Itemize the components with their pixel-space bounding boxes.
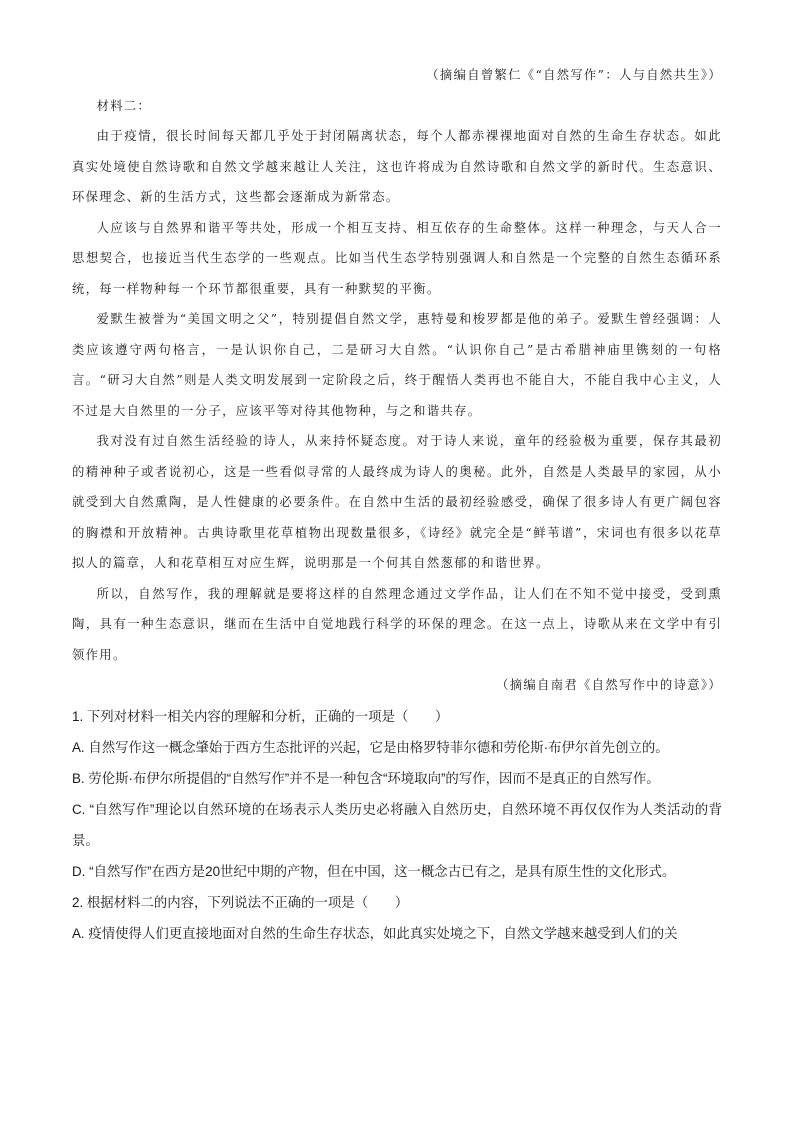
material2-paragraph-1: 由于疫情，很长时间每天都几乎处于封闭隔离状态，每个人都赤裸裸地面对自然的生命生存状态。如此真实处境使自然诗歌和自然文学越来越让人关注，这也许将成为自然诗歌和自然文学的新时代。生态意识、环保理念、新的生活方式，这些都会逐渐成为新常态。: [72, 129, 722, 204]
reading-passage: [72, 60, 722, 701]
material2-paragraph-4: 我对没有过自然生活经验的诗人，从来持怀疑态度。对于诗人来说，童年的经验极为重要，保存其最初的精神种子或者说初心，这是一些看似寻常的人最终成为诗人的奥秘。此外，自然是人类最早的家园，从小就受到大自然熏陶，是人性健康的必要条件。在自然中生活的最初经验感受，确保了很多诗人有更广阔包容的胸襟和开放精神。古典诗歌里花草植物出现数量很多，《诗经》就完全是“鲜苇谱”，宋词也有很多以花草拟人的篇章，人和花草相互对应生辉，说明那是一个何其自然葱郁的和谐世界。: [72, 434, 722, 570]
question-1: [72, 701, 722, 887]
material2-paragraph-5: 所以，自然写作，我的理解就是要将这样的自然理念通过文学作品，让人们在不知不觉中接受，受到熏陶，具有一种生态意识，继而在生活中自觉地践行科学的环保的理念。在这一点上，诗歌从来在文学中有引领作用。: [72, 586, 722, 662]
material1-source: （摘编自曾繁仁《“自然写作”：人与自然共生》）: [426, 68, 722, 82]
material2-paragraph-2: 人应该与自然界和谐平等共处，形成一个相互支持、相互依存的生命整体。这样一种理念，与天人合一思想契合，也接近当代生态学的一些观点。比如当代生态学特别强调人和自然是一个完整的自然生态循环系统，每一样物种每一个环节都很重要，具有一种默契的平衡。: [72, 220, 722, 296]
question-2-stem: 2. 根据材料二的内容，下列说法不正确的一项是（ ）: [72, 894, 409, 910]
question-1-option-b: B. 劳伦斯·布伊尔所提倡的“自然写作”并不是一种包含“环境取向”的写作，因而不是真正的自然写作。: [72, 770, 660, 786]
question-1-stem: 1. 下列对材料一相关内容的理解和分析，正确的一项是（ ）: [72, 708, 449, 724]
question-2-option-a: A. 疫情使得人们更直接地面对自然的生命生存状态，如此真实处境之下，自然文学越来越受到人们的关: [72, 925, 678, 941]
question-1-option-d: D. “自然写作”在西方是20世纪中期的产物，但在中国，这一概念古已有之，是具有原生性的文化形式。: [72, 863, 676, 879]
question-1-option-c: C. “自然写作”理论以自然环境的在场表示人类历史必将融入自然历史，自然环境不再仅仅作为人类活动的背景。: [72, 801, 722, 848]
question-section: [72, 701, 722, 949]
question-2: [72, 887, 722, 949]
material2-paragraph-3: 爱默生被誉为“美国文明之父”，特别提倡自然文学，惠特曼和梭罗都是他的弟子。爱默生曾经强调：人类应该遵守两句格言，一是认识你自己，二是研习大自然。“认识你自己”是古希腊神庙里镌刻的一句格言。“研习大自然”则是人类文明发展到一定阶段之后，终于醒悟人类再也不能自大，不能自我中心主义，人不过是大自然里的一分子，应该平等对待其他物种，与之和谐共存。: [72, 312, 722, 418]
question-1-option-a: A. 自然写作这一概念肇始于西方生态批评的兴起，它是由格罗特菲尔德和劳伦斯·布伊尔首先创立的。: [72, 739, 669, 755]
material2-source: （摘编自南君《自然写作中的诗意》）: [496, 678, 722, 692]
material2-title: 材料二：: [96, 98, 152, 113]
exam-page: [72, 60, 722, 949]
